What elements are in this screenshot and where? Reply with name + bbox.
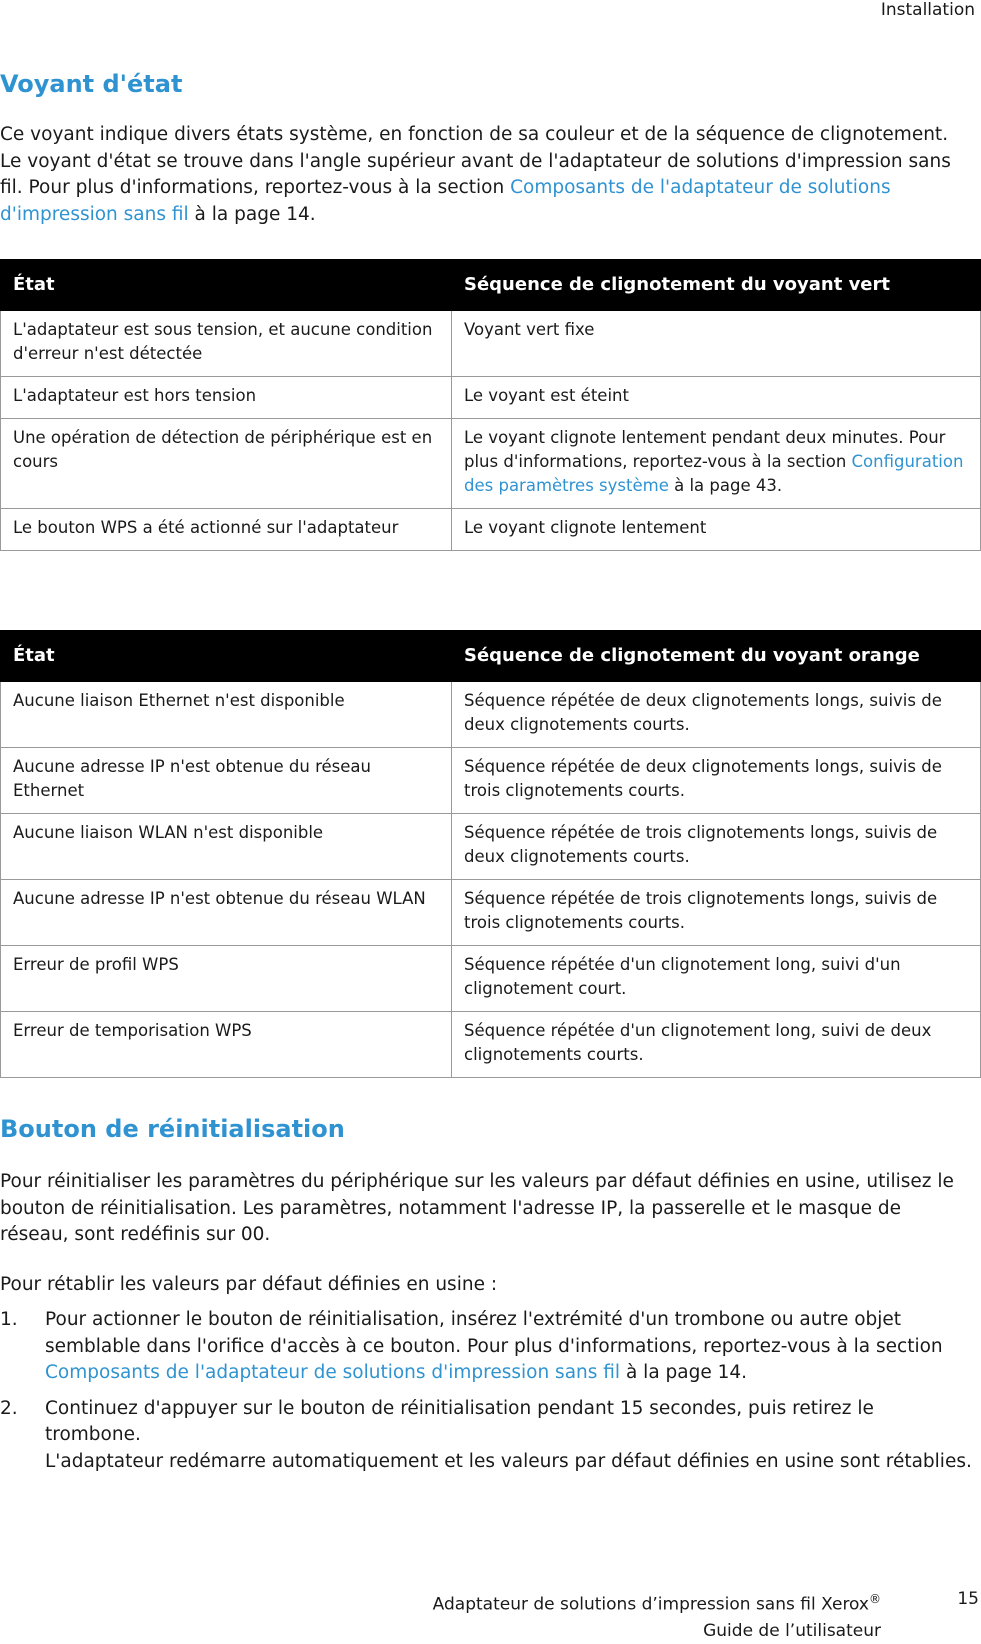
step-number: 2. [0, 1397, 18, 1419]
page-number: 15 [957, 1589, 979, 1609]
sequence-page-ref: à la page 43. [668, 476, 783, 495]
state-cell: Erreur de profil WPS [1, 946, 452, 1012]
table-header-row [1, 631, 981, 682]
status-light-intro [0, 122, 975, 228]
step-note: L'adaptateur redémarre automatiquement et les valeurs par défaut définies en usine sont rétablies. [45, 1450, 972, 1472]
state-cell: Le bouton WPS a été actionné sur l'adaptateur [1, 509, 452, 551]
reset-lead: Pour rétablir les valeurs par défaut définies en usine : [0, 1274, 498, 1295]
state-cell: Aucune adresse IP n'est obtenue du réseau Ethernet [1, 748, 452, 814]
state-cell: Aucune liaison WLAN n'est disponible [1, 814, 452, 880]
intro-page-ref: à la page 14. [188, 203, 316, 225]
components-link[interactable]: Composants de l'adaptateur de solutions d'impression sans fil [0, 177, 891, 225]
reset-paragraph: Pour réinitialiser les paramètres du périphérique sur les valeurs par défaut définies en usine, utilisez le bouton de réinitialisation. Les paramètres, notamment l'adresse IP, la passerelle et le masque de réseau, sont redéfinis sur 00. [0, 1171, 954, 1245]
sequence-text: Le voyant clignote lentement pendant deux minutes. Pour plus d'informations, reportez-vous à la section [464, 428, 946, 471]
list-item [0, 1396, 975, 1476]
reset-steps [0, 1307, 975, 1484]
components-link[interactable]: Composants de l'adaptateur de solutions d'impression sans fil [45, 1362, 621, 1383]
table-header-row [1, 260, 981, 311]
table-row [1, 946, 981, 1012]
step-text: Continuez d'appuyer sur le bouton de réinitialisation pendant 15 secondes, puis retirez le trombone. [45, 1397, 874, 1445]
status-light-title: Voyant d'état [0, 70, 183, 98]
step-page-ref: à la page 14. [620, 1362, 748, 1383]
state-cell: Erreur de temporisation WPS [1, 1012, 452, 1078]
column-header-sequence: Séquence de clignotement du voyant vert [452, 260, 981, 311]
sequence-cell: Séquence répétée de trois clignotements longs, suivis de trois clignotements courts. [452, 880, 981, 946]
running-header: Installation [880, 0, 975, 20]
sequence-cell: Séquence répétée d'un clignotement long, suivi de deux clignotements courts. [452, 1012, 981, 1078]
orange-light-table [0, 630, 981, 1078]
state-cell: L'adaptateur est hors tension [1, 377, 452, 419]
sequence-cell: Séquence répétée d'un clignotement long, suivi d'un clignotement court. [452, 946, 981, 1012]
table-row [1, 682, 981, 748]
table-row [1, 814, 981, 880]
system-settings-link[interactable]: Configuration des paramètres système [464, 452, 964, 495]
sequence-cell: Séquence répétée de deux clignotements longs, suivis de deux clignotements courts. [452, 682, 981, 748]
sequence-cell: Séquence répétée de trois clignotements longs, suivis de deux clignotements courts. [452, 814, 981, 880]
intro-text: Ce voyant indique divers états système, en fonction de sa couleur et de la séquence de clignotement. Le voyant d'état se trouve dans l'angle supérieur avant de l'adaptateur de solutions d'impression sans fil. Pour plus d'informations, reportez-vous à la section [0, 124, 951, 198]
sequence-cell: Le voyant clignote lentement [452, 509, 981, 551]
table-row [1, 419, 981, 509]
sequence-cell [452, 419, 981, 509]
step-number: 1. [0, 1309, 18, 1330]
table-row [1, 880, 981, 946]
state-cell: L'adaptateur est sous tension, et aucune condition d'erreur n'est détectée [1, 311, 452, 377]
column-header-state: État [1, 260, 452, 311]
column-header-sequence: Séquence de clignotement du voyant orange [452, 631, 981, 682]
sequence-cell: Séquence répétée de deux clignotements longs, suivis de trois clignotements courts. [452, 748, 981, 814]
table-row [1, 748, 981, 814]
table-row [1, 1012, 981, 1078]
footer-product [433, 1586, 881, 1618]
state-cell: Une opération de détection de périphérique est en cours [1, 419, 452, 509]
footer-guide: Guide de l’utilisateur [703, 1620, 881, 1641]
table-row [1, 311, 981, 377]
reset-button-title: Bouton de réinitialisation [0, 1115, 345, 1143]
state-cell: Aucune adresse IP n'est obtenue du réseau WLAN [1, 880, 452, 946]
sequence-cell: Voyant vert fixe [452, 311, 981, 377]
state-cell: Aucune liaison Ethernet n'est disponible [1, 682, 452, 748]
sequence-cell: Le voyant est éteint [452, 377, 981, 419]
registered-mark: ® [869, 1592, 881, 1606]
step-text: Pour actionner le bouton de réinitialisation, insérez l'extrémité d'un trombone ou autre objet semblable dans l'orifice d'accès à ce bouton. Pour plus d'informations, reportez-vous à la section [45, 1309, 943, 1357]
product-name: Adaptateur de solutions d’impression sans fil Xerox [432, 1594, 869, 1615]
green-light-table [0, 259, 981, 551]
table-row [1, 509, 981, 551]
list-item [0, 1307, 975, 1387]
column-header-state: État [1, 631, 452, 682]
page-footer [433, 1586, 881, 1644]
table-row [1, 377, 981, 419]
